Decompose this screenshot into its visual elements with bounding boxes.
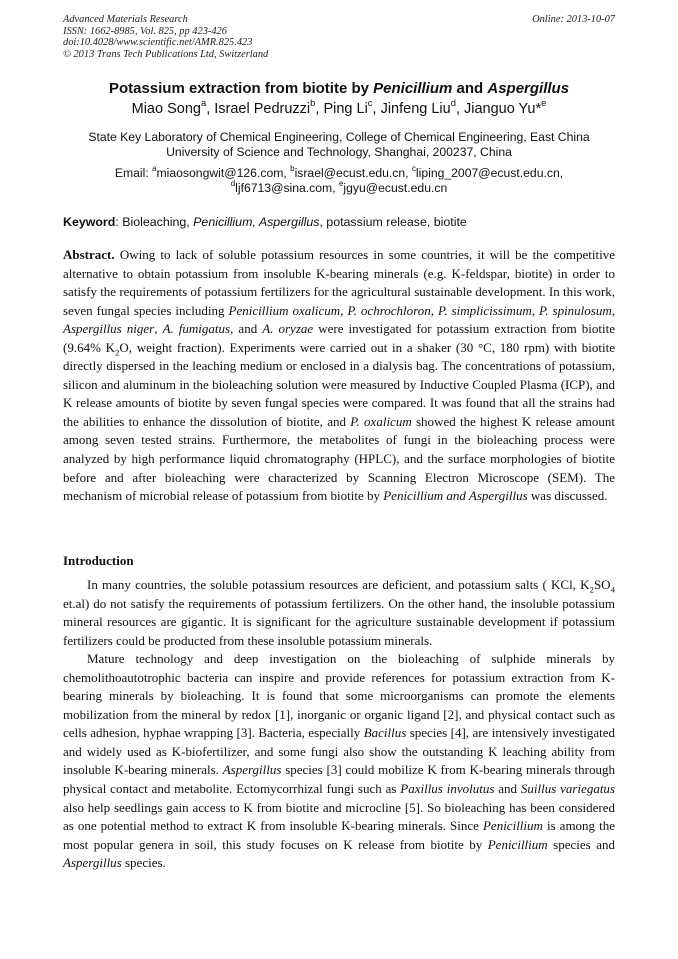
title-text-1: Potassium extraction from biotite by [108,80,374,97]
species-name: Aspergillus niger [63,321,155,337]
abstract-text: , [531,302,539,318]
species-name: P. ochrochloron [347,302,431,318]
author-sup: d [450,96,456,108]
keyword-text: : Bioleaching, [115,215,194,229]
keyword-label: Keyword [63,215,116,229]
species-name: Suillus variegatus [520,781,615,797]
author-name: Jinfeng Liu [380,101,451,117]
intro-text: and [494,781,521,797]
author-list [63,96,615,117]
author-sep: , [315,101,324,117]
email-b[interactable]: israel@ecust.edu.cn, [294,166,412,180]
species-name: Penicillium oxalicum [228,302,341,318]
author-name: Ping Li [323,101,368,117]
species-name: Penicillium and Aspergillus [383,488,528,504]
author-sup: a [200,96,207,108]
species-name: P. simplicissimum [438,302,532,318]
species-name: Aspergillus [222,762,282,778]
email-sup: c [411,163,416,173]
online-date: Online: 2013-10-07 [532,14,615,25]
paper-title [63,80,615,97]
journal-header [63,14,615,60]
abstract-text: , [430,302,439,318]
email-sup: b [290,163,295,173]
title-genus-penicillium: Penicillium [373,80,453,97]
journal-name: Advanced Materials Research [63,14,188,25]
email-e[interactable]: jgyu@ecust.edu.cn [343,181,448,195]
title-text-2: and [452,80,488,97]
keywords [63,215,615,229]
species-name: Aspergillus [63,855,122,871]
intro-text: also help seedlings gain access to K from biotite and microcline [5]. So bioleaching has been considered as one potential method to extract K from insoluble K-bearing minerals. Since [63,799,615,834]
author-name: Jianguo Yu* [464,101,542,117]
author-sep: , [372,101,381,117]
intro-paragraph-1 [63,576,615,650]
email-list [63,163,615,196]
intro-text: In many countries, the soluble potassium resources are deficient, and potassium salts ( KCl, K [87,577,590,592]
keyword-text: , potassium release, biotite [319,215,467,229]
affiliation [63,130,615,160]
copyright-line: © 2013 Trans Tech Publications Ltd, Switzerland [63,48,269,60]
intro-text: species and [547,836,615,852]
author-sup: b [310,96,316,108]
author-sep: , [206,101,215,117]
abstract-text: , and [230,321,263,337]
email-label: Email: [114,166,153,180]
abstract-text: were investigated for potassium extraction from biotite (9.64% K [63,321,616,355]
subscript: 2 [115,347,120,358]
subscript: 2 [589,584,594,595]
subscript: 4 [610,584,615,595]
email-a[interactable]: miaosongwit@126.com, [156,166,291,180]
email-d[interactable]: ljf6713@sina.com, [235,181,339,195]
email-sup: d [230,178,236,188]
abstract-text: O, weight fraction). Experiments were carried out in a shaker (30 °C, 180 rpm) with biotite directly dispersed in the leaching medium or enclosed in a dialysis bag. The concentrations of potassium, silicon and aluminum in the bioleaching solution were measured by Inductive Coupled Plasma (ICP), and K release amounts of biotite by seven fungal species were compared. It was found that all the strains had the abilities to enhance the dissolution of biotite, and [63,339,615,429]
issn-line: ISSN: 1662-8985, Vol. 825, pp 423-426 [63,25,227,37]
abstract-paragraph [63,246,615,506]
email-sup: e [338,178,344,188]
species-name: P. oxalicum [350,413,412,429]
abstract-text: , [340,302,348,318]
doi-line: doi:10.4028/www.scientific.net/AMR.825.423 [63,37,253,49]
intro-paragraph-2 [63,650,615,873]
email-c[interactable]: liping_2007@ecust.edu.cn, [415,166,564,180]
author-name: Miao Song [131,101,201,117]
species-name: P. spinulosum [538,302,612,318]
abstract-text: Owing to lack of soluble potassium resources in some countries, it will be the competitive alternative to obtain potassium from insoluble K-bearing minerals (e.g. K-feldspar, biotite) in order to satisfy the requirements of potassium fertilizers for the agricultural sustainable development. In this work, seven fungal species including [63,247,615,318]
author-sup: c [367,96,373,108]
author-sep: , [455,101,464,117]
author-name: Israel Pedruzzi [214,101,311,117]
abstract-text: , [154,321,163,337]
email-line-2 [63,178,615,196]
species-name: A. oryzae [262,321,314,337]
affiliation-line-2: University of Science and Technology, Shanghai, 200237, China [166,145,512,159]
keyword-genera: Penicillium, Aspergillus [193,215,320,229]
species-name: A. fumigatus [162,321,231,337]
intro-text: species. [121,855,166,871]
section-heading-introduction: Introduction [63,553,134,568]
abstract-text: was discussed. [527,488,608,504]
introduction-body [63,576,615,873]
species-name: Penicillium [482,818,543,834]
species-name: Penicillium [487,836,548,852]
intro-text: species [3] could mobilize K from K-bearing minerals through physical contact and metabolite. Ectomycorrhizal fungi such as [63,762,615,797]
intro-text: is among the most popular genera in soil, this study focuses on K release from biotite by [63,818,615,852]
email-sup: a [152,163,157,173]
intro-text: Mature technology and deep investigation on the bioleaching of sulphide minerals by chemolithoautotrophic bacteria can inspire and provide references for potassium extraction from K-bearing minerals by bioleaching. It is found that some microorganisms can promote the elements mobilization from the mineral by redox [1], inorganic or organic ligand [2], and physical contact such as cells adhesion, hyphae wrapping [3]. Bacteria, especially [63,651,615,741]
species-name: Bacillus [363,725,407,741]
species-name: Paxillus involutus [400,781,495,797]
abstract-text: , [611,302,615,318]
affiliation-line-1: State Key Laboratory of Chemical Engineering, College of Chemical Engineering, East China [88,130,590,144]
intro-text: species [4], are intensively investigated and widely used as K-biofertilizer, and some fungi also show the outstanding K leaching ability from insoluble K-bearing minerals. [63,725,615,778]
abstract-label: Abstract. [63,247,115,262]
intro-text: SO [593,577,611,592]
author-sup: e [541,96,547,108]
abstract-text: showed the highest K release amount among seven tested strains. Furthermore, the metabolites of fungi in the bioleaching process were analyzed by high performance liquid chromatography (HPLC), and the surface morphologies of biotite before and after bioleaching were characterized by Scanning Electron Microscope (SEM). The mechanism of microbial release of potassium from biotite by [63,413,616,504]
title-genus-aspergillus: Aspergillus [487,80,570,97]
intro-text: et.al) do not satisfy the requirements of potassium fertilizers. On the other hand, the insoluble potassium mineral resources are gigantic. It is significant for the agriculture sustainable development if potassium fertilizers could be producted from these insoluble potassium minerals. [63,595,615,648]
